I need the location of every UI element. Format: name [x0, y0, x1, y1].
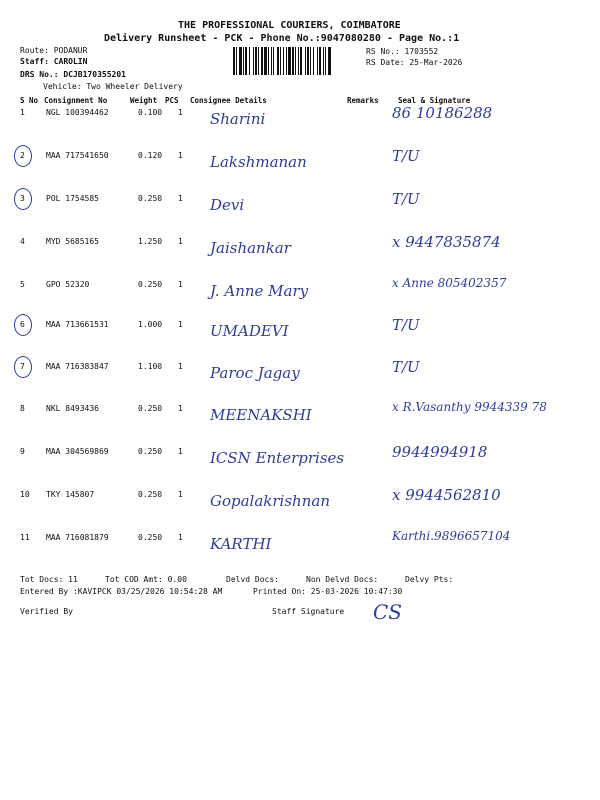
drs-number: DRS No.: DCJB170355201 — [20, 70, 126, 79]
row-sno: 3 — [20, 194, 25, 203]
delivery-points: Delvy Pts: — [405, 575, 454, 584]
row-seal-handwriting: x Anne 805402357 — [392, 276, 507, 290]
row-pcs: 1 — [178, 237, 183, 246]
delivered-docs: Delvd Docs: — [226, 575, 279, 584]
company-title: THE PROFESSIONAL COURIERS, COIMBATORE — [178, 20, 401, 31]
row-consignment-no: MAA 713661531 — [46, 320, 109, 329]
row-sno: 5 — [20, 280, 25, 289]
row-seal-handwriting: T/U — [392, 316, 420, 334]
staff-signature-hand: CS — [373, 600, 403, 624]
row-weight: 0.100 — [138, 108, 163, 117]
total-cod: Tot COD Amt: 0.00 — [105, 575, 187, 584]
vehicle: Vehicle: Two Wheeler Delivery — [43, 82, 183, 91]
row-seal-handwriting: x R.Vasanthy 9944339 78 — [392, 400, 547, 414]
row-sno: 8 — [20, 404, 25, 413]
row-consignee-handwriting: KARTHI — [210, 535, 272, 553]
row-weight: 0.250 — [138, 447, 163, 456]
col-remarks: Remarks — [347, 96, 379, 105]
row-pcs: 1 — [178, 404, 183, 413]
rs-number: RS No.: 1703552 — [366, 47, 439, 56]
row-consignment-no: MAA 717541650 — [46, 151, 109, 160]
row-consignment-no: GPO 52320 — [46, 280, 90, 289]
row-pcs: 1 — [178, 362, 183, 371]
row-seal-handwriting: 86 10186288 — [392, 104, 493, 122]
row-seal-handwriting: T/U — [392, 190, 420, 208]
row-sno: 11 — [20, 533, 30, 542]
staff-signature-label: Staff Signature — [272, 607, 345, 616]
row-pcs: 1 — [178, 447, 183, 456]
row-pcs: 1 — [178, 280, 183, 289]
row-consignment-no: MYD 5685165 — [46, 237, 99, 246]
row-consignment-no: POL 1754585 — [46, 194, 99, 203]
col-consignee: Consignee Details — [190, 96, 267, 105]
row-pcs: 1 — [178, 320, 183, 329]
row-weight: 0.250 — [138, 404, 163, 413]
row-consignment-no: MAA 304569869 — [46, 447, 109, 456]
row-consignment-no: MAA 716383847 — [46, 362, 109, 371]
row-weight: 1.250 — [138, 237, 163, 246]
staff: Staff: CAROLIN — [20, 57, 88, 66]
row-sno: 9 — [20, 447, 25, 456]
row-sno: 2 — [20, 151, 25, 160]
row-pcs: 1 — [178, 533, 183, 542]
row-sno: 10 — [20, 490, 30, 499]
rs-date: RS Date: 25-Mar-2026 — [366, 58, 463, 67]
row-seal-handwriting: T/U — [392, 147, 420, 165]
col-seal: Seal & Signature — [398, 96, 471, 105]
row-seal-handwriting: T/U — [392, 358, 420, 376]
row-weight: 1.000 — [138, 320, 163, 329]
row-sno: 6 — [20, 320, 25, 329]
row-pcs: 1 — [178, 490, 183, 499]
route: Route: PODANUR — [20, 46, 88, 55]
row-consignee-handwriting: UMADEVI — [210, 322, 289, 340]
row-consignee-handwriting: MEENAKSHI — [210, 406, 312, 424]
row-seal-handwriting: x 9944562810 — [392, 486, 501, 504]
row-seal-handwriting: Karthi.9896657104 — [392, 529, 511, 543]
runsheet-subtitle: Delivery Runsheet - PCK - Phone No.:9047080280 - Page No.:1 — [104, 33, 460, 44]
non-delivered-docs: Non Delvd Docs: — [306, 575, 379, 584]
row-weight: 0.120 — [138, 151, 163, 160]
row-sno: 1 — [20, 108, 25, 117]
entered-by: Entered By :KAVIPCK 03/25/2026 10:54:28 AM — [20, 587, 223, 596]
row-seal-handwriting: x 9447835874 — [392, 233, 501, 251]
row-consignment-no: NGL 100394462 — [46, 108, 109, 117]
row-pcs: 1 — [178, 108, 183, 117]
row-pcs: 1 — [178, 194, 183, 203]
row-consignee-handwriting: ICSN Enterprises — [210, 449, 345, 467]
row-consignee-handwriting: Paroc Jagay — [210, 364, 300, 382]
row-sno: 7 — [20, 362, 25, 371]
row-consignment-no: MAA 716081879 — [46, 533, 109, 542]
row-weight: 0.250 — [138, 194, 163, 203]
verified-by: Verified By — [20, 607, 73, 616]
row-weight: 1.100 — [138, 362, 163, 371]
row-consignee-handwriting: Lakshmanan — [210, 153, 307, 171]
row-seal-handwriting: 9944994918 — [392, 443, 488, 461]
printed-on: Printed On: 25-03-2026 10:47:30 — [253, 587, 403, 596]
row-sno: 4 — [20, 237, 25, 246]
barcode-image — [233, 47, 361, 75]
total-docs: Tot Docs: 11 — [20, 575, 78, 584]
col-weight: Weight — [130, 96, 158, 105]
col-consignment: Consignment No — [44, 96, 108, 105]
col-sno: S No — [20, 96, 39, 105]
row-consignee-handwriting: Gopalakrishnan — [210, 492, 330, 510]
row-weight: 0.250 — [138, 533, 163, 542]
row-consignee-handwriting: Devi — [210, 196, 245, 214]
row-consignment-no: TKY 145807 — [46, 490, 95, 499]
row-consignee-handwriting: Jaishankar — [210, 239, 291, 257]
row-consignee-handwriting: Sharini — [210, 110, 266, 128]
col-pcs: PCS — [165, 96, 179, 105]
row-pcs: 1 — [178, 151, 183, 160]
row-weight: 0.250 — [138, 280, 163, 289]
row-consignment-no: NKL 8493436 — [46, 404, 99, 413]
row-consignee-handwriting: J. Anne Mary — [210, 282, 309, 300]
row-weight: 0.250 — [138, 490, 163, 499]
